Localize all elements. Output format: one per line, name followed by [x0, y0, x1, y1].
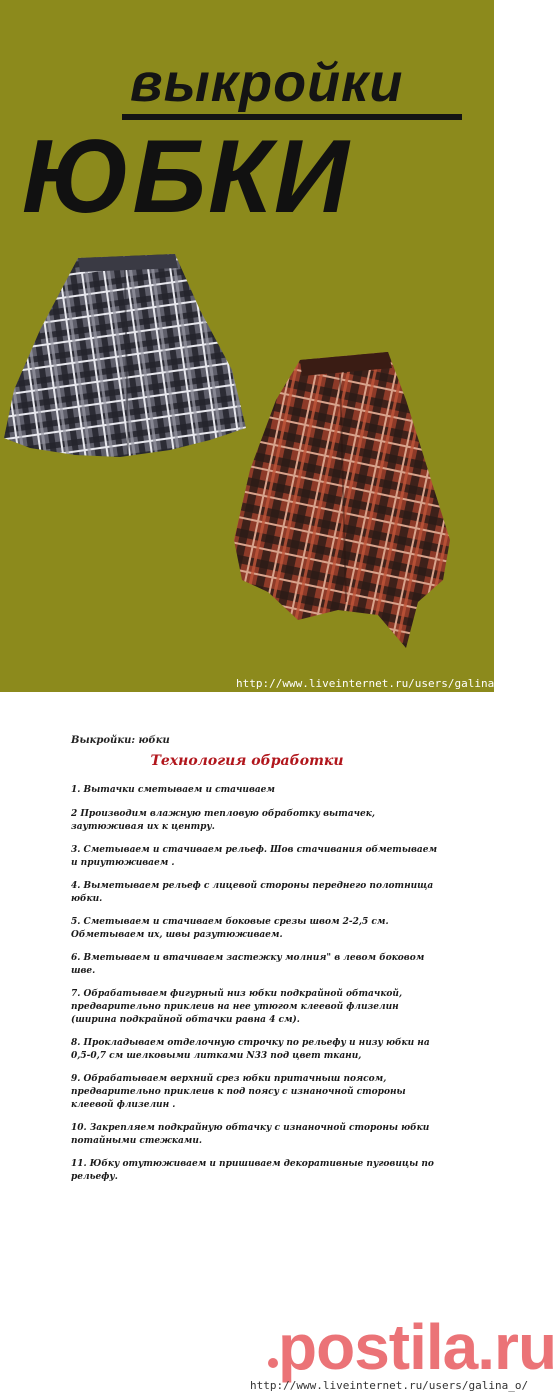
banner-title-main: ЮБКИ: [22, 119, 351, 235]
cover-banner: [0, 0, 515, 692]
banner-source-url: http://www.liveinternet.ru/users/galina_o/: [236, 677, 515, 690]
step-item: 4. Выметываем рельеф с лицевой стороны переднего полотнища юбки.: [71, 881, 434, 904]
grey-plaid-skirt-image: [0, 250, 250, 465]
step-item: 1. Вытачки сметываем и стачиваем: [71, 785, 275, 795]
step-item: 7. Обрабатываем фигурный низ юбки подкрайной обтачкой, предварительно приклеив на нее утюгом клеевой флизелин (ширина подкрайной обтачки равна 4 см).: [71, 989, 403, 1025]
document-page: [0, 692, 494, 1394]
document-title: Технология обработки: [150, 753, 344, 769]
step-item: 10. Закрепляем подкрайную обтачку с изнаночной стороны юбки потайными стежками.: [71, 1123, 430, 1146]
step-item: 5. Сметываем и стачиваем боковые срезы швом 2-2,5 см. Обметываем их, швы разутюживаем.: [71, 917, 389, 940]
step-item: 3. Сметываем и стачиваем рельеф. Шов стачивания обметываем и приутюживаем .: [71, 845, 438, 868]
footer-source-url: http://www.liveinternet.ru/users/galina_o/: [250, 1379, 529, 1392]
document-header: Выкройки: юбки: [71, 735, 170, 746]
step-item: 2 Производим влажную тепловую обработку вытачек, заутюживая их к центру.: [71, 809, 375, 832]
logo-dot-icon: [268, 1358, 278, 1368]
step-item: 8. Прокладываем отделочную строчку по рельефу и низу юбки на 0,5-0,7 см шелковыми литками N33 под цвет ткани,: [71, 1038, 430, 1061]
step-item: 6. Вметываем и втачиваем застежку молния" в левом боковом шве.: [71, 953, 425, 976]
step-item: 11. Юбку отутюживаем и пришиваем декоративные пуговицы по рельефу.: [71, 1159, 434, 1182]
step-item: 9. Обрабатываем верхний срез юбки притачныш поясом, предварительно приклеив к под поясу с изнаночной стороны клеевой флизелин .: [71, 1074, 406, 1110]
logo-text: postila.ru: [278, 1311, 556, 1383]
red-plaid-skirt-image: [228, 340, 460, 650]
steps-list: [71, 784, 441, 1184]
banner-title-top: выкройки: [130, 53, 404, 113]
